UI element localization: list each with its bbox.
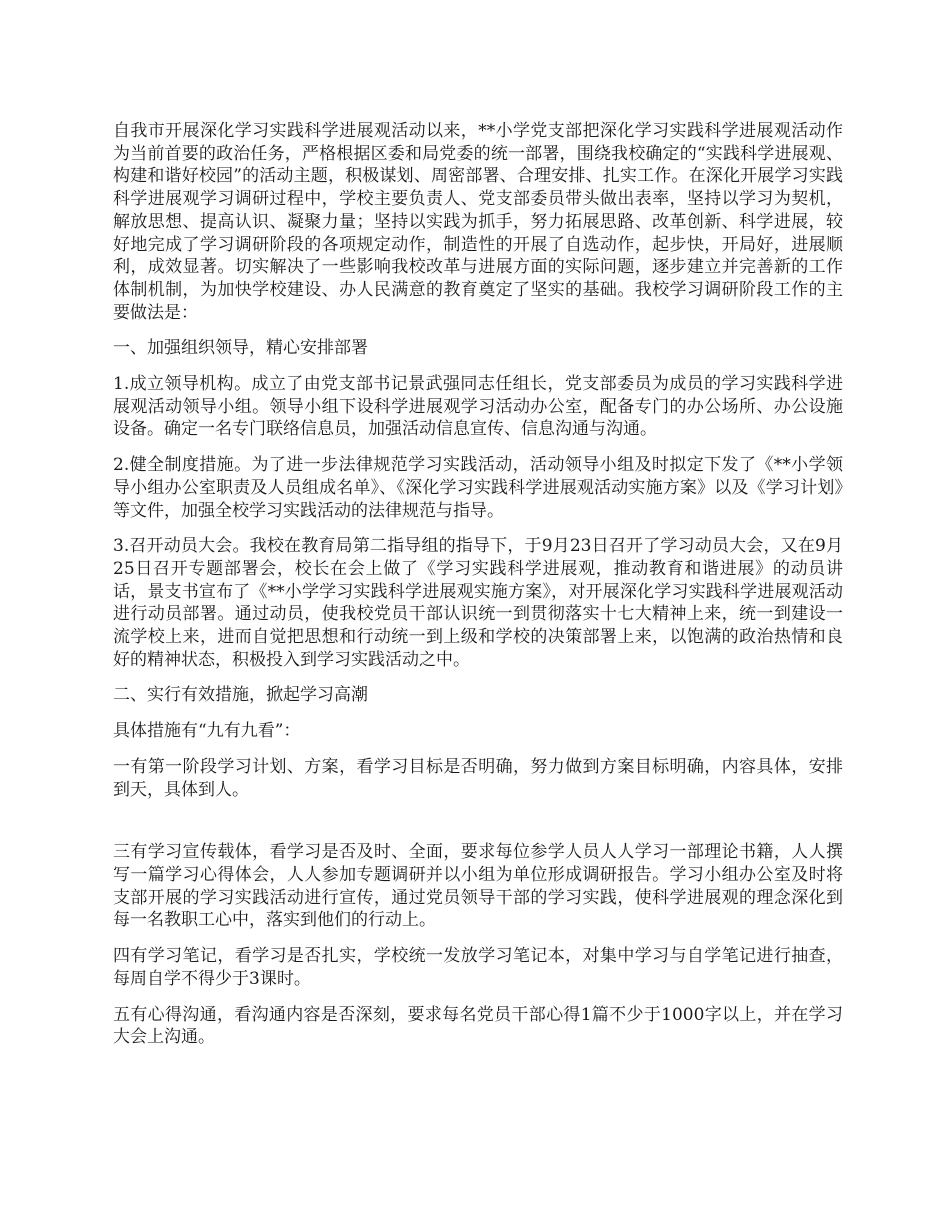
paragraph-item-1: 1.成立领导机构。成立了由党支部书记景武强同志任组长，党支部委员为成员的学习实践科学进展观活动领导小组。领导小组下设科学进展观学习活动办公室，配备专门的办公场所、办公设施设备。确定一名专门联络信息员，加强活动信息宣传、信息沟通与沟通。 (113, 374, 843, 440)
measure-4-paragraph: 四有学习笔记，看学习是否扎实，学校统一发放学习笔记本，对集中学习与自学笔记进行抽查，每周自学不得少于3课时。 (113, 946, 843, 989)
paragraph-item-2: 2.健全制度措施。为了进一步法律规范学习实践活动，活动领导小组及时拟定下发了《**小学领导小组办公室职责及人员组成名单》、《深化学习实践科学进展观活动实施方案》以及《学习计划》等文件，加强全校学习实践活动的法律规范与指导。 (113, 455, 843, 521)
paragraph-item-3: 3.召开动员大会。我校在教育局第二指导组的指导下，于9月23日召开了学习动员大会，又在9月25日召开专题部署会，校长在会上做了《学习实践科学进展观，推动教育和谐进展》的动员讲话，景支书宣布了《**小学学习实践科学进展观实施方案》，对开展深化学习实践科学进展观活动进行动员部署。通过动员，使我校党员干部认识统一到贯彻落实十七大精神上来，统一到建设一流学校上来，进而自觉把思想和行动统一到上级和学校的决策部署上来，以饱满的政治热情和良好的精神状态，积极投入到学习实践活动之中。 (113, 536, 843, 670)
measure-3-paragraph: 三有学习宣传载体，看学习是否及时、全面，要求每位参学人员人人学习一部理论书籍，人人撰写一篇学习心得体会，人人参加专题调研并以小组为单位形成调研报告。学习小组办公室及时将支部开展的学习实践活动进行宣传，通过党员领导干部的学习实践，使科学进展观的理念深化到每一名教职工心中，落实到他们的行动上。 (113, 842, 843, 931)
document-body (113, 120, 843, 1062)
section-heading-1: 一、加强组织领导，精心安排部署 (113, 338, 368, 359)
measures-intro: 具体措施有“九有九看”： (113, 721, 301, 742)
intro-paragraph: 自我市开展深化学习实践科学进展观活动以来，**小学党支部把深化学习实践科学进展观活动作为当前首要的政治任务，严格根据区委和局党委的统一部署，围绕我校确定的“实践科学进展观、构建和谐好校园”的活动主题，积极谋划、周密部署、合理安排、扎实工作。在深化开展学习实践科学进展观学习调研过程中，学校主要负责人、党支部委员带头做出表率，坚持以学习为契机，解放思想、提高认识、凝聚力量；坚持以实践为抓手，努力拓展思路、改革创新、科学进展，较好地完成了学习调研阶段的各项规定动作，制造性的开展了自选动作，起步快，开局好，进展顺利，成效显著。切实解决了一些影响我校改革与进展方面的实际问题，逐步建立并完善新的工作体制机制，为加快学校建设、办人民满意的教育奠定了坚实的基础。我校学习调研阶段工作的主要做法是： (113, 121, 843, 323)
measure-5-paragraph: 五有心得沟通，看沟通内容是否深刻，要求每名党员干部心得1篇不少于1000字以上，并在学习大会上沟通。 (113, 1004, 843, 1048)
section-heading-2: 二、实行有效措施，掀起学习高潮 (113, 685, 368, 706)
measure-1-paragraph: 一有第一阶段学习计划、方案，看学习目标是否明确，努力做到方案目标明确，内容具体，安排到天，具体到人。 (113, 756, 843, 800)
